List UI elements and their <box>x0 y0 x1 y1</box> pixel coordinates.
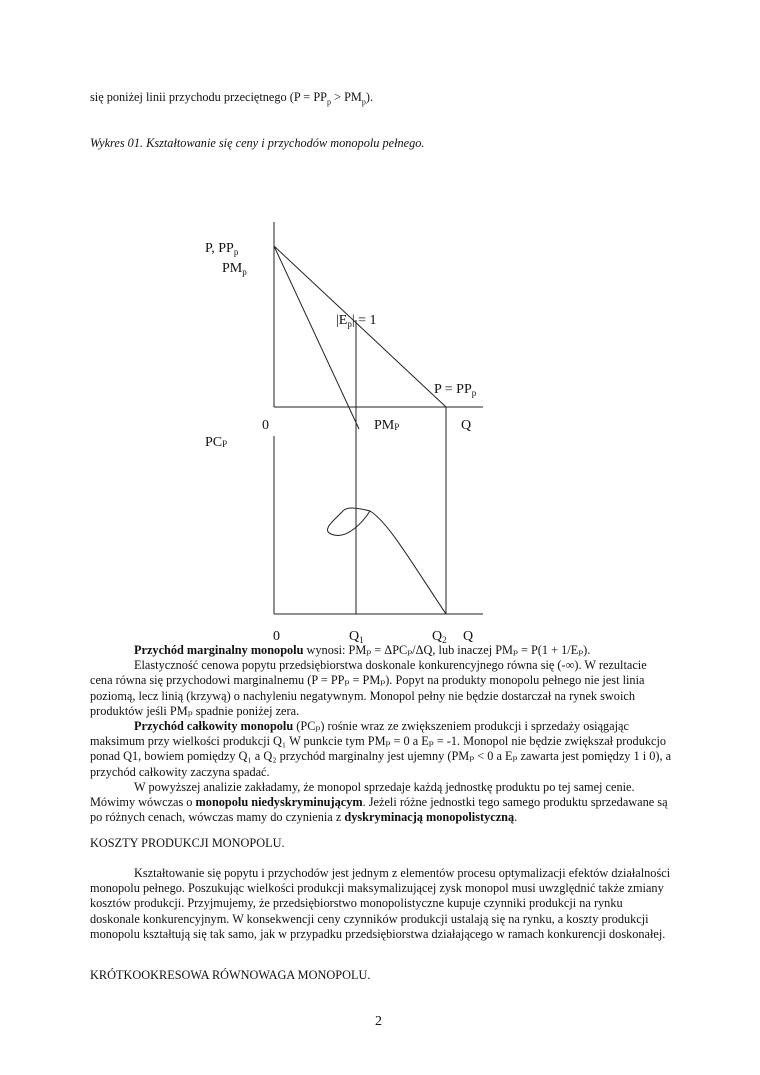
label-bottom-origin: 0 <box>273 629 280 644</box>
label-mr: PMP <box>374 418 400 433</box>
paragraph-marginal-revenue: Przychód marginalny monopolu wynosi: PMₚ = ΔPCₚ/ΔQ, lub inaczej PMₚ = P(1 + 1/Eₚ). <box>134 643 591 657</box>
paragraph-elasticity: Elastyczność cenowa popytu przedsiębiorstwa doskonale konkurencyjnego równa się (-∞). W rezultacie cena równa się przychodowi marginalnemu (P = PPₚ = PMₚ). Popyt na produkty monopolu pełnego nie jest linia poziomą, lecz linią (krzywą) o nachyleniu negatywnym. Monopol pełny nie będzie dostarczał na rynek swoich produktów jeśli PMₚ spadnie poniżej zera. <box>90 658 647 718</box>
label-q1: $Q_1$ <box>349 629 364 645</box>
heading-short-run: KRÓTKOOKRESOWA RÓWNOWAGA MONOPOLU. <box>90 968 371 982</box>
label-pcp: PCP <box>205 435 228 450</box>
total-revenue-curve <box>370 511 446 614</box>
label-q2: $Q_2$ <box>432 629 447 645</box>
label-bottom-q: Q <box>463 629 474 644</box>
marginal-revenue-line <box>274 246 359 429</box>
intro-line: się poniżej linii przychodu przeciętnego $(P = PP_p > PM_p)$. <box>90 90 374 107</box>
label-top-origin: 0 <box>262 418 269 433</box>
paragraph-discrimination: W powyższej analizie zakładamy, że monopol sprzedaje każdą jednostkę produktu po tej samej cenie. Mówimy wówczas o monopolu niedyskryminującym. Jeżeli różne jednostki tego samego produktu sprzedawane są po różnych cenach, wówczas mamy do czynienia z dyskryminacją monopolistyczną. <box>90 779 668 825</box>
paragraph-total-revenue: Przychód całkowity monopolu (PCₚ) rośnie wraz ze zwiększeniem produkcji i sprzedaży osiągając maksimum przy wielkości produkcji Q₁ W punkcie tym PMₚ = 0 a Eₚ = -1. Monopol nie będzie zwiększał produkcjo ponad Q1, bowiem pomiędzy Q₁ a Q₂ przychód marginalny jest ujemny (PMₚ < 0 a Eₚ zawarta jest pomiędzy 1 i 0), a przychód całkowity zaczyna spadać. <box>90 719 672 779</box>
label-p-ppp: P, $PP_p$ <box>205 241 239 257</box>
figure-caption: Wykres 01. Kształtowanie się ceny i przychodów monopolu pełnego. <box>90 136 425 150</box>
total-revenue-loop <box>327 508 370 535</box>
paragraph-costs: Kształtowanie się popytu i przychodów jest jednym z elementów procesu optymalizacji efektów działalności monopolu pełnego. Poszukując wielkości produkcji maksymalizującej zysk monopol musi uwzględnić także zmiany kosztów produkcji. Przyjmujemy, że przedsiębiorstwo monopolistyczne kupuje czynniki produkcji na rynku doskonale konkurencyjnym. W konsekwencji ceny czynników produkcji ustalają się na rynku, a koszty produkcji monopolu kształtują się tak samo, jak w przypadku przedsiębiorstwa działającego w ramach konkurencji doskonałej. <box>90 866 671 941</box>
label-elasticity: $|E_p| = 1$ <box>336 313 377 329</box>
label-pmp: $PM_p$ <box>222 261 247 277</box>
page-number: 2 <box>375 1014 382 1029</box>
body-text-block <box>90 643 672 825</box>
label-top-q: Q <box>461 418 472 433</box>
heading-costs: KOSZTY PRODUKCJI MONOPOLU. <box>90 836 285 850</box>
label-demand: $P = PP_p$ <box>434 382 477 398</box>
